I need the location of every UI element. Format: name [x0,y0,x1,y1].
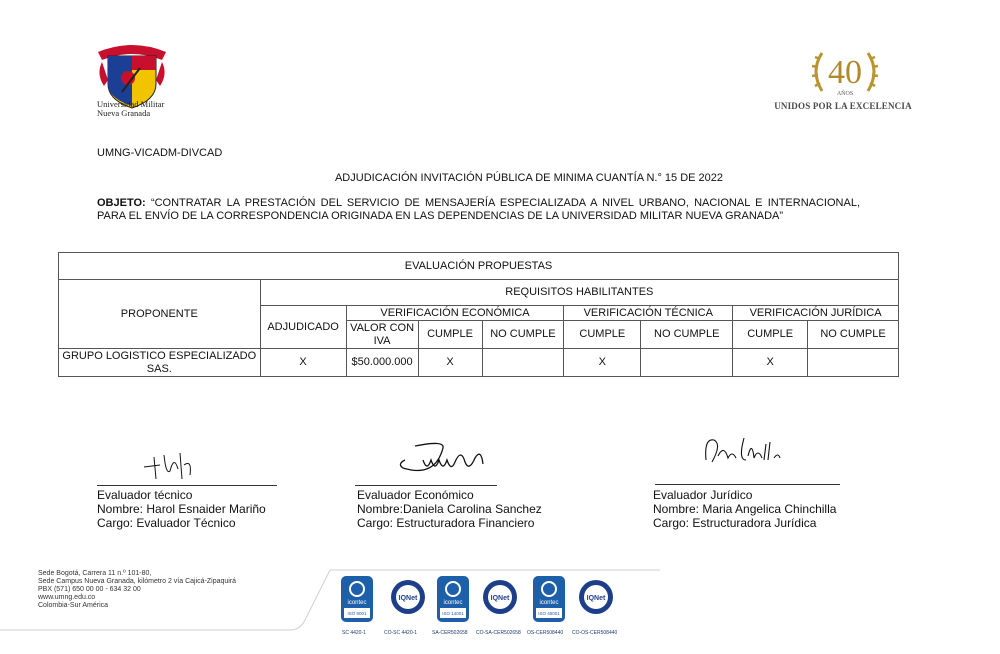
header-requisitos: REQUISITOS HABILITANTES [260,280,898,306]
address-line: Sede Bogotá, Carrera 11 n.º 101-80, [38,570,152,577]
university-name-line1: Universidad Militar [97,99,165,109]
signature-tecnico-mark [140,445,210,485]
header-verificacion-juridica: VERIFICACIÓN JURÍDICA [733,306,899,321]
cell-jur-no-cumple [808,349,899,377]
header-verificacion-economica: VERIFICACIÓN ECONÓMICA [346,306,564,321]
signature-economico-mark [395,438,495,488]
signature-role: Evaluador técnico [97,488,193,502]
cert-iso: ISO 45001 [538,611,560,616]
address-line: PBX (571) 650 00 00 - 634 32 00 [38,586,141,593]
cert-code: OS-CER508440 [527,630,564,636]
cert-code: CO-OS-CER508440 [572,630,618,636]
icontec-iso45001-icon [532,575,566,623]
cert-brand: icontec [539,600,559,606]
cell-eco-cumple: X [418,349,482,377]
university-name-line2: Nueva Granada [97,108,151,118]
signature-role: Evaluador Económico [357,488,474,502]
anniversary-number: 40 [828,54,862,91]
cert-code: SA-CER502658 [432,630,468,636]
header-verificacion-tecnica: VERIFICACIÓN TÉCNICA [564,306,733,321]
cell-valor: $50.000.000 [346,349,418,377]
icontec-iso9001-icon [340,575,374,623]
signature-juridico-mark [700,430,800,475]
evaluation-table [58,252,899,377]
cell-tec-no-cumple [641,349,733,377]
address-line: Colombia-Sur América [38,602,109,609]
header-tec-no-cumple: NO CUMPLE [641,321,733,349]
anniversary-slogan: UNIDOS POR LA EXCELENCIA [774,101,912,111]
signature-line-juridico [655,484,840,485]
objeto-label: OBJETO: [97,197,146,209]
signature-line-tecnico [97,485,277,486]
header-eco-no-cumple: NO CUMPLE [482,321,564,349]
objeto-text: “CONTRATAR LA PRESTACIÓN DEL SERVICIO DE MENSAJERÍA ESPECIALIZADA A NIVEL URBANO, NACIONAL E INTERNACIONAL, PARA EL ENVÍO DE LA CORRESPONDENCIA ORIGINADA EN LAS DEPENDENCIAS DE LA UNIVERSIDAD MILITAR NUEVA GRANADA” [97,197,860,222]
cell-eco-no-cumple [482,349,564,377]
document-reference: UMNG-VICADM-DIVCAD [97,147,223,159]
cert-brand: icontec [443,600,463,606]
document-title: ADJUDICACIÓN INVITACIÓN PÚBLICA DE MINIMA CUANTÍA N.° 15 DE 2022 [334,172,724,184]
signature-name: Nombre:Daniela Carolina Sanchez [357,502,542,516]
signature-cargo: Cargo: Estructuradora Jurídica [653,516,817,530]
address-line: Sede Campus Nueva Granada, kilómetro 2 vía Cajicá-Zipaquirá [38,578,237,585]
cell-adjudicado: X [260,349,346,377]
objeto-paragraph [97,197,860,223]
icontec-iso14001-icon [436,575,470,623]
cell-jur-cumple: X [733,349,808,377]
anniversary-label: AÑOS [836,91,854,97]
signature-line-economico [355,485,497,486]
cert-code: SC 4420-1 [342,630,366,636]
cert-brand: IQNet [586,595,606,602]
header-jur-cumple: CUMPLE [733,321,808,349]
header-adjudicado: ADJUDICADO [260,306,346,349]
iqnet-icon [390,575,424,623]
signature-cargo: Cargo: Estructuradora Financiero [357,516,535,530]
header-jur-no-cumple: NO CUMPLE [808,321,899,349]
signature-name: Nombre: Harol Esnaider Mariño [97,502,266,516]
header-tec-cumple: CUMPLE [564,321,641,349]
cert-brand: IQNet [398,595,418,602]
university-name [97,100,164,118]
header-valor-con-iva: VALOR CON IVA [346,321,418,349]
cell-tec-cumple: X [564,349,641,377]
table-row [59,349,899,377]
table-title: EVALUACIÓN PROPUESTAS [59,253,899,280]
cert-iso: ISO 14001 [442,611,464,616]
signature-role: Evaluador Jurídico [653,488,753,502]
cert-brand: IQNet [490,595,510,602]
address-line: www.umng.edu.co [38,594,96,601]
header-eco-cumple: CUMPLE [418,321,482,349]
laurel-icon [770,45,920,100]
header-proponente: PROPONENTE [59,280,261,349]
signature-name: Nombre: Maria Angelica Chinchilla [653,502,837,516]
cert-code: CO-SA-CER502658 [476,630,521,636]
signature-block-economico [357,488,542,530]
certification-logos [340,575,630,645]
iqnet-icon [578,575,612,623]
cert-code: CO-SC 4420-1 [384,630,418,636]
iqnet-icon [482,575,516,623]
signature-block-juridico [653,488,836,530]
cert-brand: icontec [347,600,367,606]
signature-cargo: Cargo: Evaluador Técnico [97,516,236,530]
signature-block-tecnico [97,488,266,530]
cert-iso: ISO 9001 [347,611,367,616]
cell-proponente: GRUPO LOGISTICO ESPECIALIZADO SAS. [59,349,261,377]
